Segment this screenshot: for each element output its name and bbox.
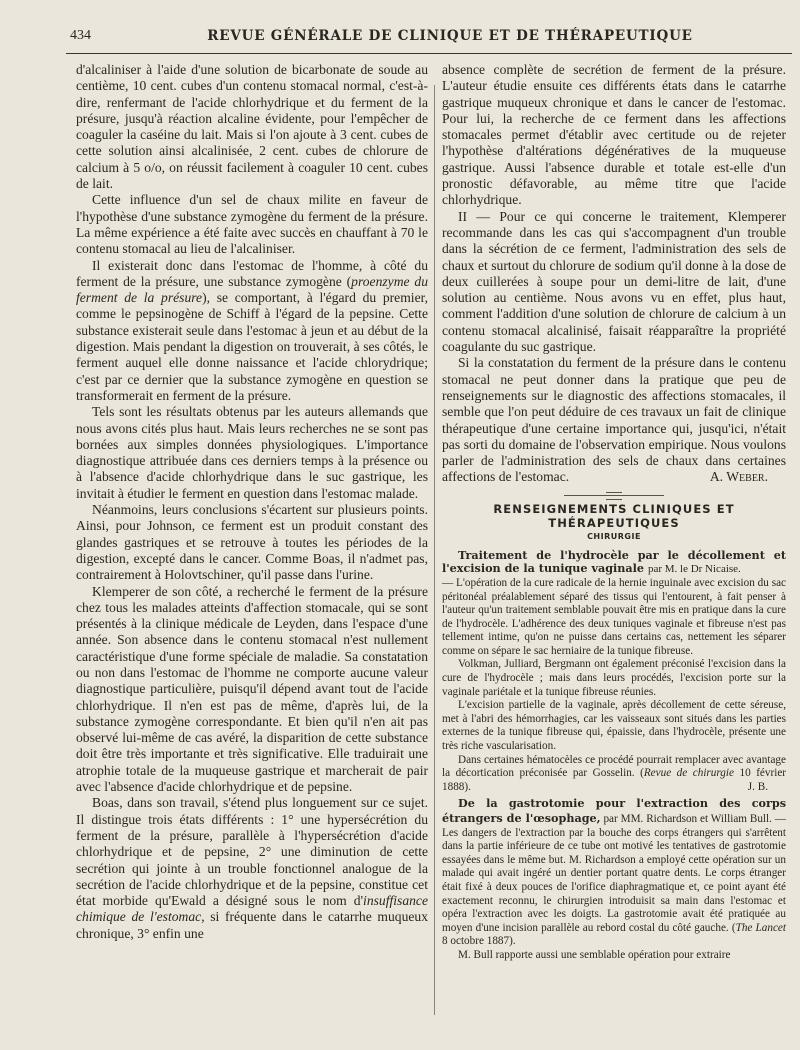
page-number: 434 <box>70 28 91 43</box>
article-title <box>442 549 786 577</box>
section-subtitle: CHIRURGIE <box>587 531 641 541</box>
italic-term: The Lancet <box>735 921 786 934</box>
paragraph <box>442 355 786 485</box>
header-rule <box>66 53 792 54</box>
text-run: Si la constatation du ferment de la présure dans le contenu stomacal ne peut donner dans la pratique que peu de renseignements sur le diagnostic des affections stomacales, il semble que l'on peut déduire de ces travaux un fait de clinique thérapeutique d'une certaine importance qui, jusqu'ici, n'était pas sorti du domaine de l'observation empirique. Nous voulons parler de l'administration des sels de chaux dans certaines affections de l'estomac. <box>442 355 786 485</box>
text-run: 10 février 1888). <box>442 767 787 793</box>
article-title: De la gastrotomie pour l'extraction des corps étrangers de l'œsophage, <box>442 796 786 825</box>
italic-term: proenzyme du ferment de la présure <box>76 273 428 306</box>
article-author: par M. le Dr Nicaise. <box>647 563 741 576</box>
column-divider <box>434 85 435 1015</box>
section-title: RENSEIGNEMENTS CLINIQUES ET THÉRAPEUTIQUES <box>493 501 735 530</box>
paragraph: Volkman, Julliard, Bergmann ont également préconisé l'excision dans la cure de l'hydrocèle ; mais dans leurs procédés, l'excision porte sur la vaginale pariétale et la tunique fibreuse réunies. <box>442 658 786 698</box>
paragraph: — L'opération de la cure radicale de la hernie inguinale avec excision du sac péritonéal préalablement séparé des tissus qui l'entourent, à fait penser à l'auteur qu'un traitement semblable pouvait être mis en pratique dans la cure de l'hydrocèle. L'adhérence des deux tuniques vaginale et fibreuse n'est pas tellement intime, qu'on ne puisse dans certains cas, nettement les séparer comme on sépare le sac herniaire de la tunique fibreuse. <box>442 576 786 657</box>
text-run: , si fréquente dans le catarrhe muqueux chronique, 3° enfin une <box>76 909 428 941</box>
running-title: REVUE GÉNÉRALE DE CLINIQUE ET DE THÉRAPEUTIQUE <box>207 28 693 44</box>
article-title-text: Traitement de l'hydrocèle par le décollement et l'excision de la tunique vaginale <box>442 547 786 576</box>
right-column <box>442 62 786 963</box>
paragraph: Cette influence d'un sel de chaux milite en faveur de l'hypothèse d'une substance zymogène du ferment de la présure. La même expérience a été faite avec succès en chauffant à 70 le contenu stomacal au lieu de l'alcaliniser. <box>76 192 428 257</box>
paragraph: II — Pour ce qui concerne le traitement, Klemperer recommande dans les cas qui s'accompagnent d'un trouble dans la sécrétion de ce ferment, l'administration des sels de chaux et surtout du chlorure de sodium qu'il donne à la dose de deux cuillerées à soupe pour un demi-litre de lait, d'une solution au centième. Nous avons vu en effet, plus haut, comment l'addition d'une solution de chlorure de calcium à un contenu stomacal alcalinisé, faisait réapparaître la propriété coagulante du suc gastrique. <box>442 208 786 355</box>
author-signature: J. B. <box>747 780 768 793</box>
paragraph: L'excision partielle de la vaginale, après décollement de cette séreuse, met à l'abri des hémorrhagies, car les vaisseaux sont situés dans les parties externes de la tunique fibreuse qui, épaissie, dans l'hydrocèle, présente une très riche vascularisation. <box>442 699 786 753</box>
italic-term: insuffisance chimique de l'estomac <box>76 893 428 925</box>
italic-term: Revue de chirurgie <box>643 767 734 780</box>
paragraph: absence complète de secrétion de ferment de la présure. L'auteur étudie ensuite ces différents états dans le catarrhe gastrique muqueux chronique et dans le cancer de l'estomac. Pour lui, la recherche de ce ferment dans les affections stomacales permet d'établir avec certitude ou de rejeter l'hypothèse d'altérations dégénératives de la muqueuse gastrique. Aussi l'absence durable et totale est-elle d'un pronostic défavorable, au même titre que l'acide chlorhydrique. <box>442 62 786 208</box>
paragraph: Klemperer de son côté, a recherché le ferment de la présure chez tous les malades atteints d'affection stomacale, qui se sont présentés à la clinique médicale de Leyden, dans l'espace d'une année. Son absence dans le contenu stomacal n'est nullement caractéristique d'une forme spéciale de maladie. Sa constatation ou non dans l'estomac de l'homme ne comporte aucune valeur diagnostique particulière, puisqu'il dépend avant tout de l'acide chlorhydrique. Il n'en est pas de même, d'après lui, de la substance zymogène correspondante. Et bien qu'il n'en ait pas observé lui-même de cas avéré, la disparition de cette substance doit être très importante et très significative. Elle traduirait une atrophie totale de la muqueuse gastrique et marcherait de pair avec l'absence d'acide chlorhydrique et de pepsine. <box>76 583 428 795</box>
text-run: Il existerait donc dans l'estomac de l'homme, à côté du ferment de la présure, une substance zymogène ( <box>76 257 428 289</box>
text-run: ), se comportant, à l'égard du premier, comme le pepsinogène de Schiff à l'égard de la pepsine. Cette substance existerait seule dans l'estomac à jeun et au début de la digestion. Mais pendant la digestion on trouverait, à ses côtés, le ferment auquel elle donne naissance et l'acide chlorydrique; c'est par ce dernier que la substance zymogène en question se transformerait en ferment de la présure. <box>76 290 428 403</box>
text-run: par MM. Richardson et William Bull. — Les dangers de l'extraction par la bouche des corps étrangers qui s'arrêtent dans la partie inférieure de ce tube ont motivé les tentatives de gastrotomie essayées dans le même but. M. Richardson a employé cette opération sur un malade qui avait ingéré un dentier portant quatre dents. Le corps étranger était fixé à deux pouces de l'orifice diaphragmatique et, ce point ayant été exactement reconnu, le chirurgien introduisit sa main dans l'estomac et opéra l'extraction avec les doigts. La gastrotomie avait été pratiquée au moyen d'une incision parallèle au rebord costal du côté gauche. ( <box>442 813 786 934</box>
author-signature: A. Weber. <box>709 469 768 485</box>
article-continuation <box>442 62 786 486</box>
paragraph: M. Bull rapporte aussi une semblable opération pour extraire <box>458 948 731 961</box>
paragraph: Tels sont les résultats obtenus par les auteurs allemands que nous avons cités plus haut. Mais leurs recherches ne se sont pas bornées aux simples données physiologiques. L'importance diagnostique attribuée dans ces derniers temps à la présence ou à l'absence d'acide chlorhydrique dans le suc gastrique, les invitait à étudier le ferment en question dans l'estomac malade. <box>76 404 428 501</box>
page-header <box>70 28 790 50</box>
text-run: Dans certaines hématocèles ce procédé pourrait remplacer avec avantage la décortication préconisée par Gosselin. ( <box>442 753 786 780</box>
paragraph: d'alcaliniser à l'aide d'une solution de bicarbonate de soude au centième, 10 cent. cubes d'un contenu stomacal normal, c'est-à-dire, renfermant de l'acide chlorhydrique et du ferment de la présure, jusqu'à réaction alcaline évidente, pour l'empêcher de coaguler la caséine du lait. Mais si l'on ajoute à 3 cent. cubes de cette solution ainsi alcalinisée, 2 cent. cubes de chlorure de calcium à 5 o/o, on réussit facilement à coaguler 10 cent. cubes de lait. <box>76 62 428 192</box>
article-hydrocele <box>442 549 786 963</box>
text-run: 8 octobre 1887). <box>442 935 516 948</box>
left-column <box>76 62 428 942</box>
paragraph <box>442 797 786 949</box>
paragraph: Néanmoins, leurs conclusions s'écartent sur plusieurs points. Ainsi, pour Johnson, ce ferment est un produit constant des glandes gastriques et se retrouve à toutes les périodes de la digestion, excepté dans le cancer. Comme Boas, il n'admet pas, contrairement à Holovtschiner, qu'il passe dans l'urine. <box>76 502 428 583</box>
text-run: Boas, dans son travail, s'étend plus longuement sur ce sujet. Il distingue trois états différents : 1° une hypersécrétion du ferment de la présure, parallèle à l'hypersécrétion d'acide chlorhydrique et de pepsine, 2° une diminution de cette secrétion qui jointe à un trouble fonctionnel analogue de la secrétion de l'acide chlorhydrique et de la pepsine, constitue cet état morbide qu'Ewald a désigné sous le nom d' <box>76 795 428 909</box>
paragraph <box>442 754 786 795</box>
paragraph <box>76 795 428 942</box>
section-ornament <box>564 492 664 498</box>
paragraph <box>76 258 428 405</box>
